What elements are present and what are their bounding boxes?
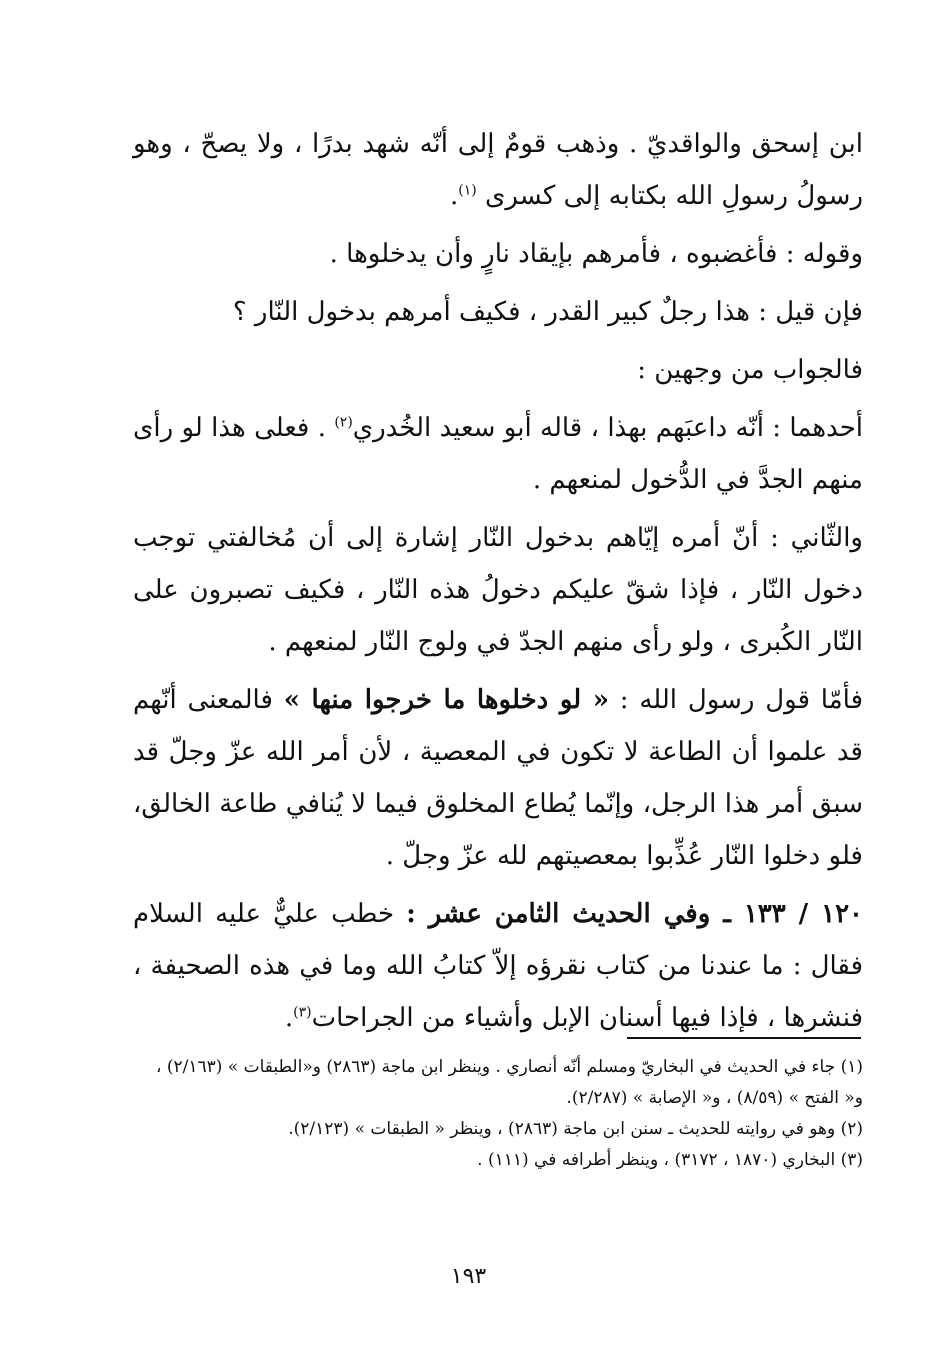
paragraph-2: وقوله : فأغضبوه ، فأمرهم بإيقاد نارٍ وأن يدخلوها . bbox=[329, 239, 863, 269]
paragraph-7-body: فالمعنى أنّهم قد علموا أن الطاعة لا تكون في المعصية ، لأن أمر الله عزّ وجلّ قد سبق أمر هذا الرجل، وإنّما يُطاع المخلوق فيما لا يُنافي طاعة الخالق، فلو دخلوا النّار عُذِّبوا بمعصيتهم لله عزّ وجلّ . bbox=[133, 685, 863, 871]
paragraph-8-body: خطب عليٌّ عليه السلام فقال : ما عندنا من كتاب نقرؤه إلاّ كتابُ الله وما في هذه الصحيفة ، فنشرها ، فإذا فيها أسنان الإبل وأشياء من الجراحات bbox=[133, 899, 863, 1033]
paragraph-6: والثّاني : أنّ أمره إيّاهم بدخول النّار إشارة إلى أن مُخالفتي توجب دخول النّار ، فإذا شقّ عليكم دخولُ هذه النّار ، فكيف تصبرون على النّار الكُبرى ، ولو رأى منهم الجدّ في ولوج النّار لمنعهم . bbox=[133, 523, 863, 657]
paragraph-1-text: ابن إسحق والواقديّ . وذهب قومٌ إلى أنّه شهد بدرًا ، ولا يصحّ ، وهو رسولُ رسولِ الله بكتابه إلى كسرى bbox=[133, 129, 863, 211]
footnote-marker-1: (١) bbox=[458, 182, 477, 199]
footnote-3: (٣) البخاري (١٨٧٠ ، ٣١٧٢) ، وينظر أطرافه في (١١١) . bbox=[477, 1150, 863, 1170]
paragraph-8-end: . bbox=[284, 1003, 294, 1033]
paragraph-5-text-a: أحدهما : أنّه داعبَهم بهذا ، قاله أبو سعيد الخُدري bbox=[352, 413, 864, 443]
footnote-2: (٢) وهو في روايته للحديث ـ سنن ابن ماجة (٢٨٦٣) ، وينظر « الطبقات » (٢/١٢٣). bbox=[288, 1119, 863, 1139]
paragraph-3: فإن قيل : هذا رجلٌ كبير القدر ، فكيف أمرهم بدخول النّار ؟ bbox=[232, 297, 863, 327]
hadith-quote: « لو دخلوها ما خرجوا منها » bbox=[283, 685, 609, 715]
main-text bbox=[133, 118, 863, 1050]
paragraph-4: فالجواب من وجهين : bbox=[637, 355, 863, 385]
paragraph-1: ابن إسحق والواقديّ . وذهب قومٌ إلى أنّه شهد بدرًا ، ولا يصحّ ، وهو رسولُ رسولِ الله بكتابه إلى كسرى $^{(١)}$. bbox=[133, 129, 863, 211]
footnote-separator bbox=[627, 1037, 861, 1039]
footnote-1: (١) جاء في الحديث في البخاريّ ومسلم أنّه أنصاري . وينظر ابن ماجة (٢٨٦٣) و«الطبقات » (٢/١٦٣) ، و« الفتح » (٨/٥٩) ، و« الإصابة » (٢/٢٨٧). bbox=[155, 1057, 863, 1108]
paragraph-5-text-b: . فعلى هذا لو رأى منهم الجدَّ في الدُّخول لمنعهم . bbox=[133, 413, 863, 495]
footnote-marker-3: (٣) bbox=[293, 1004, 312, 1021]
footnote-marker-2: (٢) bbox=[334, 414, 353, 431]
hadith-heading: ١٢٠ / ١٣٣ ـ وفي الحديث الثامن عشر : bbox=[406, 899, 864, 929]
paragraph-7-lead: فأمّا قول رسول الله : bbox=[619, 685, 864, 715]
paragraph-5 bbox=[133, 402, 863, 506]
footnotes bbox=[133, 1052, 863, 1176]
paragraph-7 bbox=[133, 674, 863, 882]
page-number: ١٩٣ bbox=[450, 1264, 487, 1289]
paragraph-8 bbox=[133, 888, 863, 1044]
